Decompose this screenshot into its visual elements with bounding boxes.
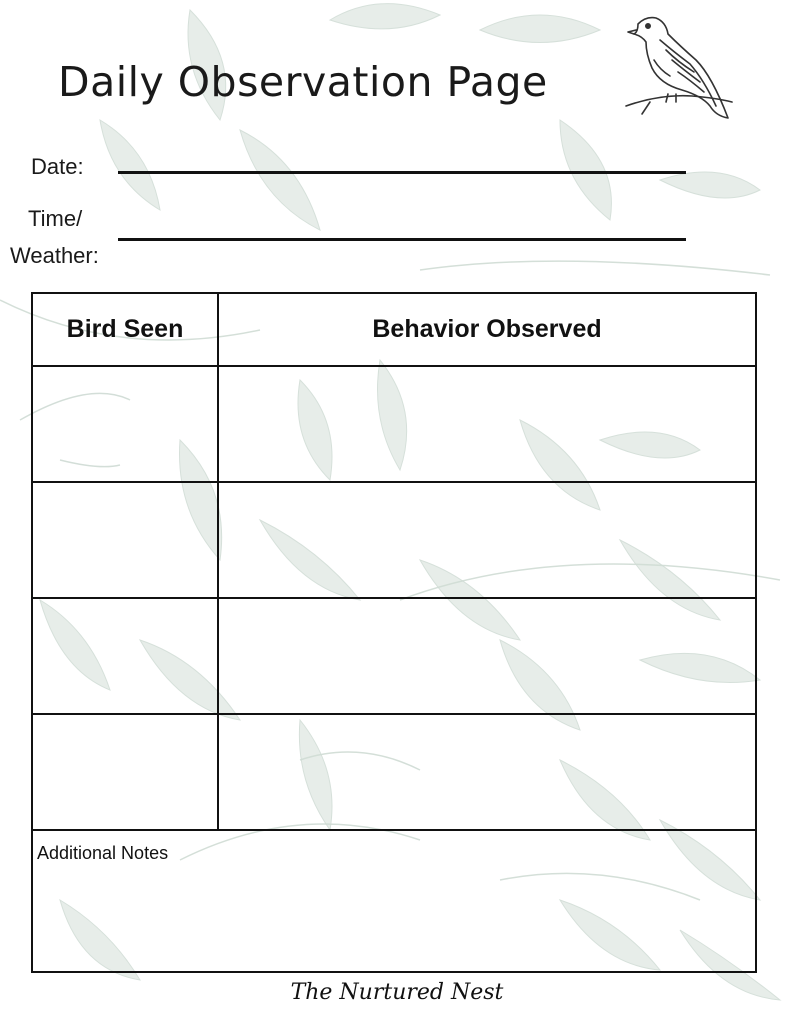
notes-row [32, 830, 756, 972]
behavior-observed-cell[interactable] [218, 366, 756, 482]
bird-on-branch-icon [620, 10, 738, 130]
time-weather-field[interactable] [118, 238, 686, 241]
table-header-row [32, 293, 756, 366]
header-behavior-observed: Behavior Observed [218, 293, 756, 366]
observation-table [31, 292, 757, 973]
date-label: Date: [31, 154, 84, 179]
behavior-observed-cell[interactable] [218, 714, 756, 830]
date-field[interactable] [118, 171, 686, 174]
bird-seen-cell[interactable] [32, 598, 218, 714]
page-title: Daily Observation Page [58, 58, 548, 106]
bird-seen-cell[interactable] [32, 482, 218, 598]
weather-label: Weather: [10, 243, 99, 268]
additional-notes-box[interactable] [32, 830, 756, 972]
table-row [32, 366, 756, 482]
additional-notes-label: Additional Notes [37, 843, 169, 863]
table-row [32, 482, 756, 598]
bird-seen-cell[interactable] [32, 714, 218, 830]
header-bird-seen: Bird Seen [32, 293, 218, 366]
table-row [32, 714, 756, 830]
brand-signature: The Nurtured Nest [290, 980, 504, 1005]
time-label: Time/ [28, 206, 83, 231]
table-row [32, 598, 756, 714]
bird-seen-cell[interactable] [32, 366, 218, 482]
behavior-observed-cell[interactable] [218, 598, 756, 714]
behavior-observed-cell[interactable] [218, 482, 756, 598]
